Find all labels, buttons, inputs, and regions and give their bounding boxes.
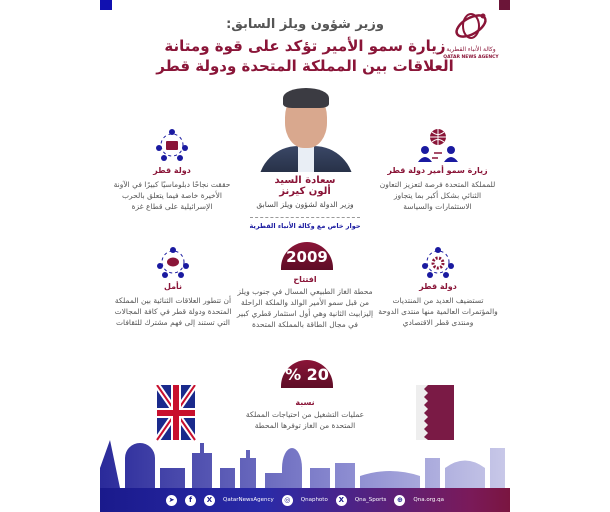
x-icon[interactable]: X — [336, 495, 347, 506]
person-block — [230, 175, 380, 230]
handle-qna-sports[interactable]: Qna_Sports — [354, 497, 387, 503]
uk-flag-icon — [155, 385, 197, 441]
stat-title: نسبة — [295, 398, 315, 407]
card-title: زيارة سمو أمير دولة قطر — [387, 166, 488, 175]
year-badge: 2009 — [281, 242, 333, 270]
handle-qatarnewsagency[interactable]: QatarNewsAgency — [223, 497, 274, 503]
qatar-flag-icon — [414, 385, 456, 441]
network-chat-icon — [155, 246, 191, 278]
card-hope — [112, 246, 234, 328]
network-briefcase-icon — [154, 128, 190, 162]
footer-social-bar — [100, 488, 510, 512]
stat-text: عمليات التشغيل من احتياجات المملكة المتحدة من الغاز توفرها المحطة — [245, 410, 365, 430]
card-title: دولة قطر — [419, 282, 457, 291]
card-text: أن تتطور العلاقات الثنائية بين المملكة المتحدة ودولة قطر في كافة المجالات التي تستند إلى فهم مشترك للثقافات — [114, 296, 232, 327]
handle-qnaphoto[interactable]: Qnaphoto — [300, 497, 328, 503]
card-text: تستضيف العديد من المنتديات والمؤتمرات العالمية منها منتدى الدوحة ومنتدى قطر الاقتصادي — [378, 296, 498, 327]
stat-text: محطة الغاز الطبيعي المسال في جنوب ويلز من قبل سمو الأمير الوالد والملكة الراحلة إليزابيث الثانية وهي أول استثمار قطري كبير في مجال الطاقة بالمملكة المتحدة — [236, 287, 374, 329]
stat-title: افتتاح — [293, 275, 317, 284]
card-diplomacy — [112, 128, 232, 212]
header-subtitle: وزير شؤون ويلز السابق: — [226, 17, 384, 32]
title-line-2: العلاقات بين المملكة المتحدة ودولة قطر — [156, 57, 454, 75]
card-forums — [378, 246, 498, 328]
qna-logo — [440, 10, 502, 62]
instagram-icon[interactable]: ◎ — [282, 495, 293, 506]
person-honorific: سعادة السيد — [274, 175, 336, 186]
stat-share — [240, 398, 370, 431]
qna-logo-icon — [451, 10, 491, 42]
portrait-photo — [258, 88, 354, 172]
person-name: ألون كيرنز — [279, 186, 331, 197]
x-icon[interactable]: X — [204, 495, 215, 506]
telegram-icon[interactable]: ➤ — [166, 495, 177, 506]
website-link[interactable]: Qna.org.qa — [413, 497, 444, 503]
globe-exchange-icon — [418, 128, 458, 162]
logo-arabic: وكالة الأنباء القطرية — [446, 46, 496, 53]
card-title: دولة قطر — [153, 166, 191, 175]
title-line-1: زيارة سمو الأمير تؤكد على قوة ومتانة — [164, 37, 446, 55]
percent-badge: % 20 — [281, 360, 333, 388]
skyline-illustration — [100, 438, 510, 488]
facebook-icon[interactable]: f — [185, 495, 196, 506]
network-gear-icon — [420, 246, 456, 278]
stat-opening — [235, 275, 375, 330]
card-text: حققت نجاحًا دبلوماسيًا كبيرًا في الآونة الأخيرة خاصة فيما يتعلق بالحرب الإسرائيلية على قطاع غزة — [113, 180, 231, 211]
globe-icon[interactable]: ⊕ — [394, 495, 405, 506]
header-title — [150, 36, 460, 76]
corner-accent-maroon — [499, 0, 510, 10]
logo-english: QATAR NEWS AGENCY — [443, 55, 499, 60]
divider — [250, 217, 360, 218]
person-role: وزير الدولة لشؤون ويلز السابق — [256, 200, 354, 209]
card-text: للمملكة المتحدة فرصة لتعزيز التعاون الثنائي بشكل أكبر بما يتجاوز الاستثمارات والسياسة — [379, 180, 496, 211]
corner-accent-blue — [100, 0, 112, 10]
interview-label: حوار خاص مع وكالة الأنباء القطرية — [249, 222, 361, 230]
card-title: نأمل — [163, 282, 183, 291]
card-emir-visit — [375, 128, 500, 212]
